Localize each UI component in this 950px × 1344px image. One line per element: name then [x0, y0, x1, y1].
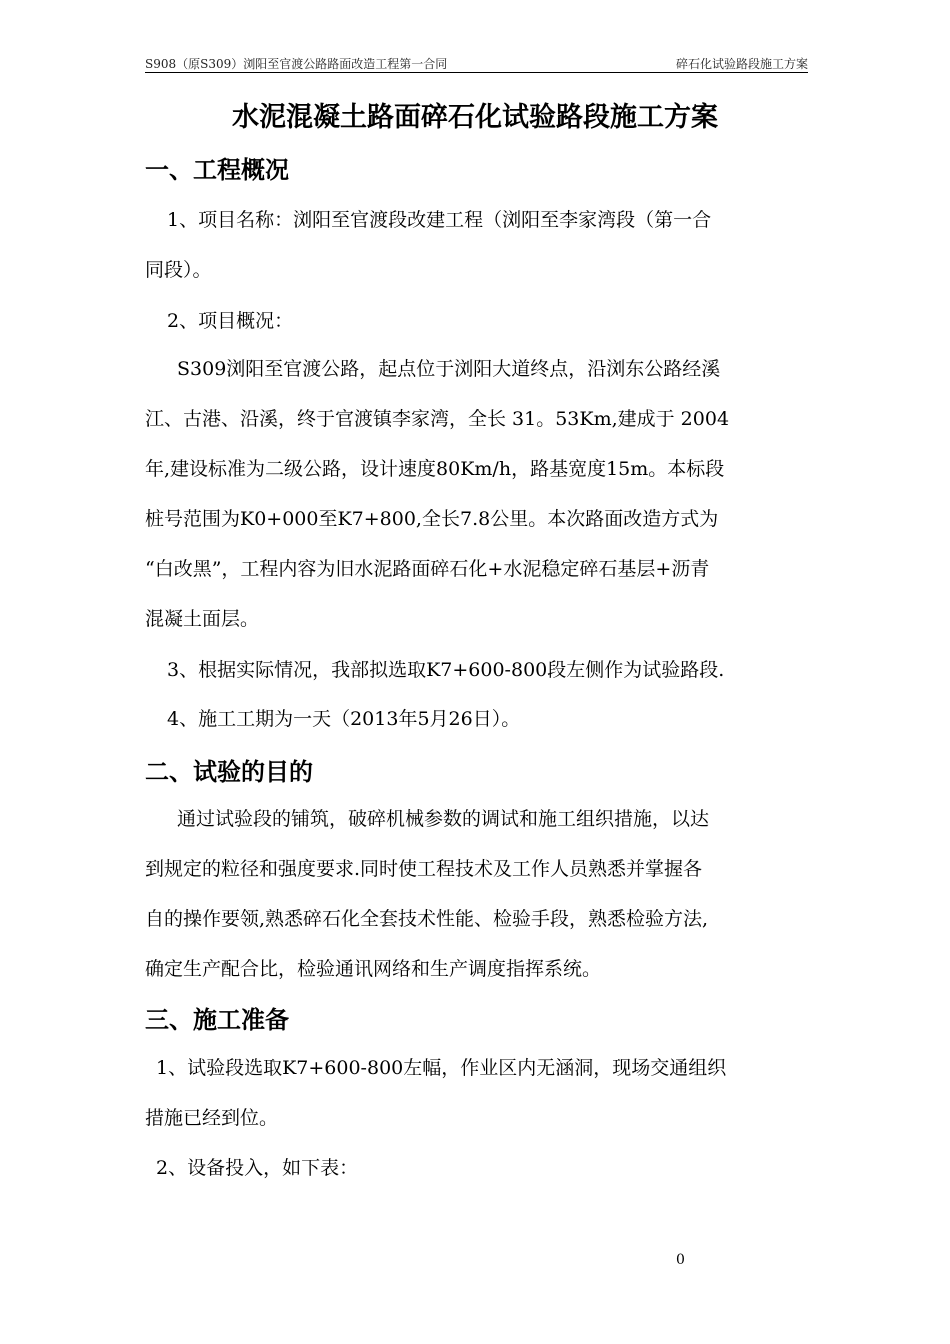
s1-overview-line3: 年,建设标准为二级公路，设计速度80Km/h，路基宽度15m。本标段 — [145, 458, 725, 480]
s1-overview-line4: 桩号范围为K0+000至K7+800,全长7.8公里。本次路面改造方式为 — [145, 508, 719, 530]
page-header — [145, 52, 808, 73]
s2-para-line3: 自的操作要领,熟悉碎石化全套技术性能、检验手段，熟悉检验方法, — [145, 908, 709, 930]
s2-para-line4: 确定生产配合比，检验通讯网络和生产调度指挥系统。 — [145, 958, 602, 980]
section-2-heading: 二、试验的目的 — [145, 757, 313, 786]
s1-overview-line6: 混凝土面层。 — [145, 608, 260, 630]
s1-item3: 3、根据实际情况，我部拟选取K7+600-800段左侧作为试验路段. — [167, 659, 725, 681]
s1-item2: 2、项目概况： — [167, 310, 294, 332]
s1-item4: 4、施工工期为一天（2013年5月26日）。 — [167, 708, 521, 730]
section-1-heading: 一、工程概况 — [145, 155, 289, 184]
s2-para-line1: 通过试验段的铺筑，破碎机械参数的调试和施工组织措施，以达 — [177, 808, 710, 830]
s1-item1-line2: 同段）。 — [145, 259, 212, 281]
header-right-text: 碎石化试验路段施工方案 — [675, 57, 808, 71]
s2-para-line2: 到规定的粒径和强度要求.同时使工程技术及工作人员熟悉并掌握各 — [145, 858, 703, 880]
s1-item1-line1: 1、项目名称：浏阳至官渡段改建工程（浏阳至李家湾段（第一合 — [167, 209, 712, 231]
s1-overview-line2: 江、古港、沿溪，终于官渡镇李家湾，全长 31。53Km,建成于 2004 — [145, 408, 730, 430]
s1-overview-line1: S309浏阳至官渡公路，起点位于浏阳大道终点，沿浏东公路经溪 — [177, 358, 721, 380]
page-number: 0 — [676, 1252, 685, 1268]
document-title: 水泥混凝土路面碎石化试验路段施工方案 — [232, 102, 718, 133]
s3-item1-line2: 措施已经到位。 — [145, 1107, 279, 1129]
header-left-text: S908（原S309）浏阳至官渡公路路面改造工程第一合同 — [145, 57, 448, 71]
s3-item1-line1: 1、试验段选取K7+600-800左幅，作业区内无涵洞，现场交通组织 — [156, 1057, 727, 1079]
section-3-heading: 三、施工准备 — [145, 1005, 289, 1034]
s3-item2: 2、设备投入，如下表： — [156, 1157, 359, 1179]
s1-overview-line5: “白改黑”，工程内容为旧水泥路面碎石化+水泥稳定碎石基层+沥青 — [145, 558, 710, 580]
